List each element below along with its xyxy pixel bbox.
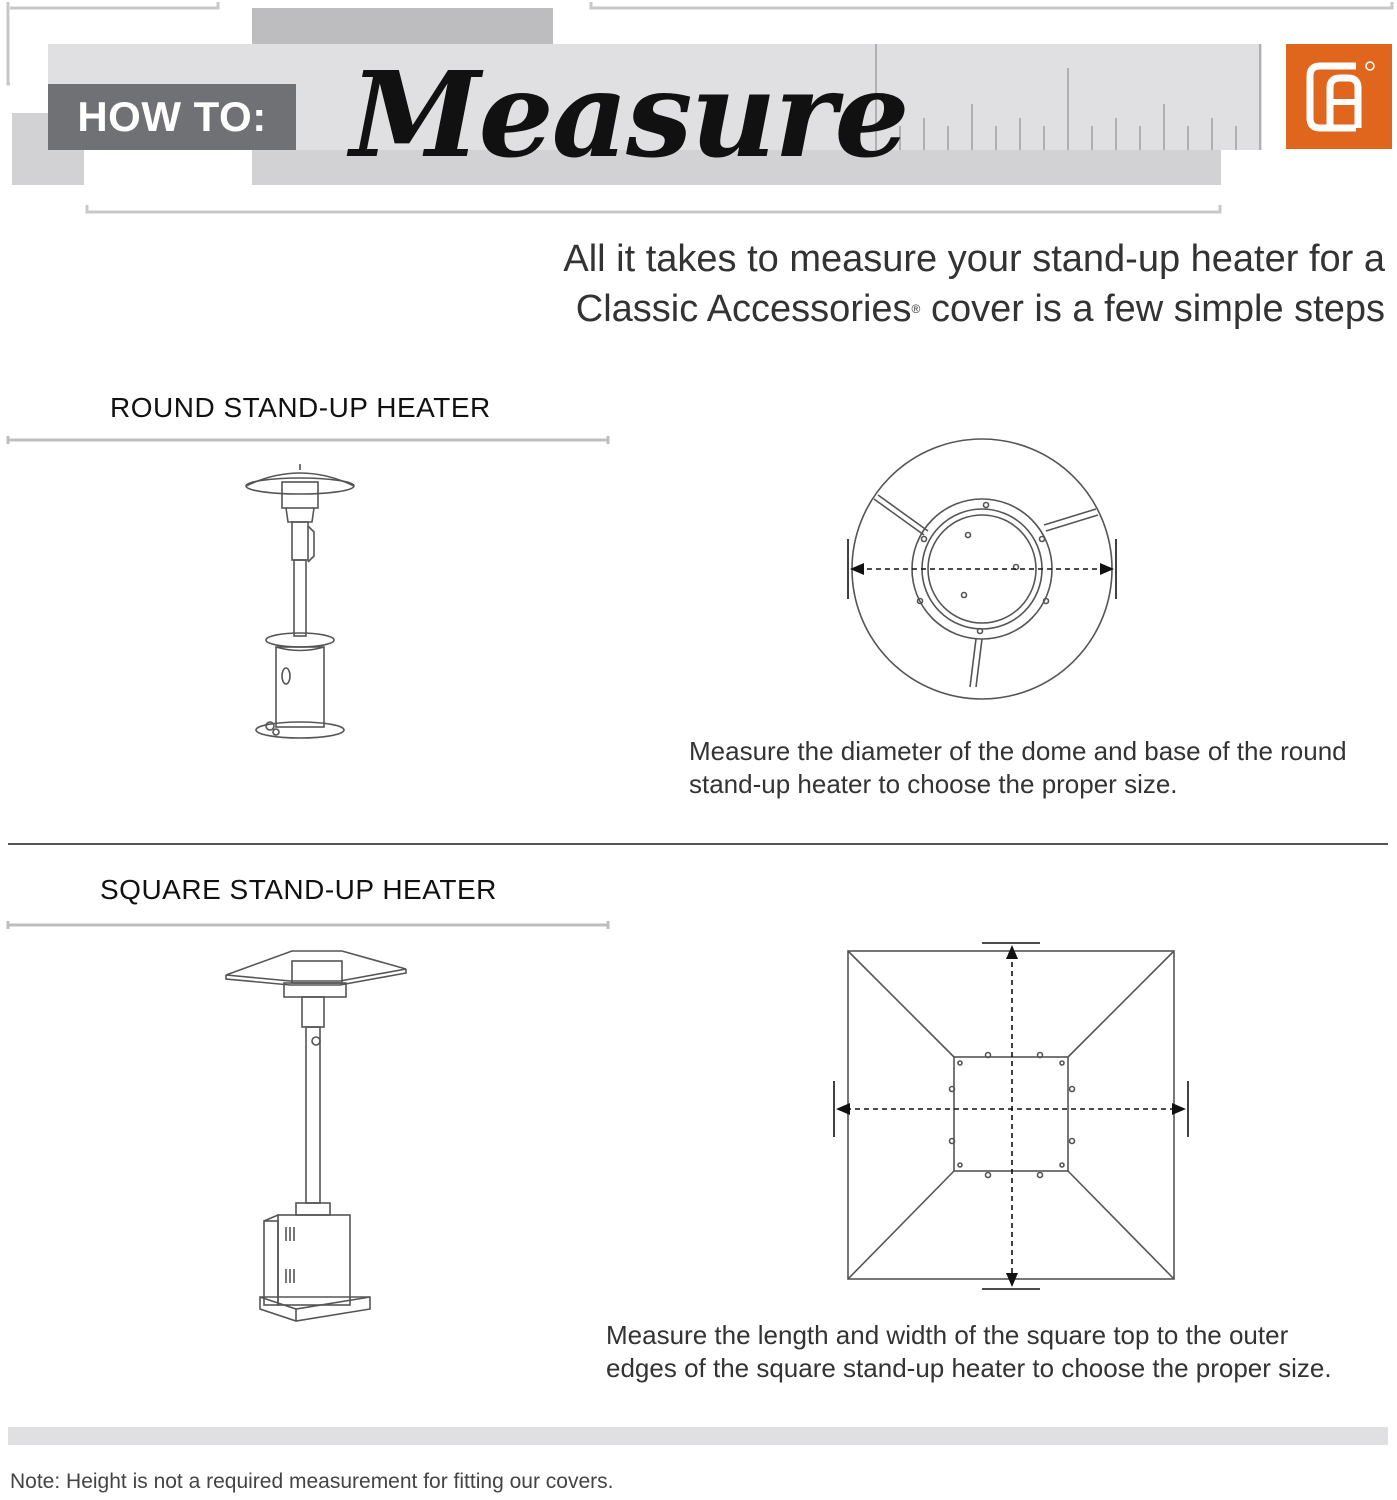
square-section-title: SQUARE STAND-UP HEATER [100,874,497,905]
brand-name: Classic Accessories [575,288,912,330]
square-desc-line-1: Measure the length and width of the square top to the outer [606,1320,1289,1350]
round-desc-line-2: stand-up heater to choose the proper size. [689,769,1178,799]
square-desc-line-2: edges of the square stand-up heater to choose the proper size. [606,1353,1332,1383]
registered-mark: ® [911,302,921,316]
square-top-view-diagram [830,935,1190,1300]
square-title-rule [6,919,612,933]
intro-line-1: All it takes to measure your stand-up heater for a [563,238,1385,280]
intro-text [445,234,1385,334]
footer-bar [8,1427,1388,1445]
round-top-view-diagram [840,435,1130,705]
footnote: Note: Height is not a required measurement for fitting our covers. [10,1470,614,1493]
intro-line-2 [445,284,1385,334]
square-description [606,1319,1332,1385]
round-description [689,735,1347,801]
square-heater-illustration [220,945,415,1330]
round-heater-illustration [230,460,370,750]
classic-accessories-logo-icon [1286,44,1392,149]
round-title-rule [6,434,612,448]
how-to-badge: HOW TO: [48,84,296,150]
header-title: Measure [350,45,908,184]
round-desc-line-1: Measure the diameter of the dome and base of the round [689,736,1347,766]
round-section-title: ROUND STAND-UP HEATER [110,392,491,423]
section-divider [8,843,1388,845]
intro-line-2-rest: cover is a few simple steps [920,288,1385,330]
